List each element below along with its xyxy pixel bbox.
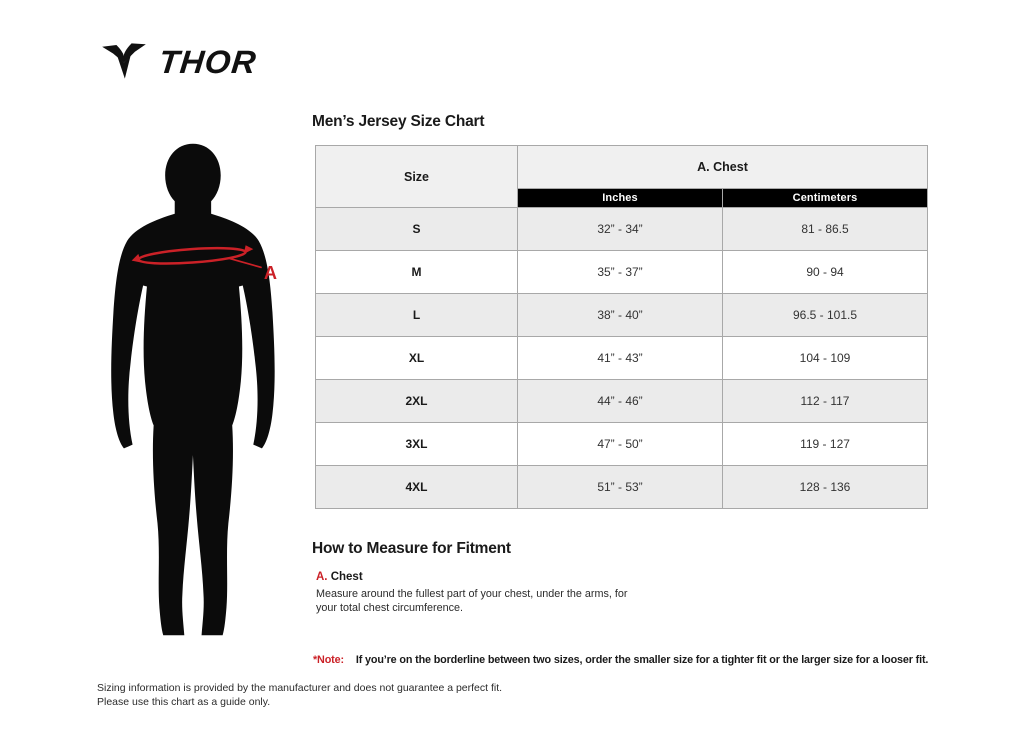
size-chart-table bbox=[315, 145, 928, 509]
male-silhouette bbox=[111, 144, 274, 636]
centimeters-cell: 128 - 136 bbox=[723, 466, 928, 509]
size-cell: XL bbox=[316, 337, 518, 380]
brand-logo-text: THOR bbox=[157, 42, 259, 80]
note-label: *Note: bbox=[313, 654, 344, 666]
centimeters-cell: 112 - 117 bbox=[723, 380, 928, 423]
size-cell: L bbox=[316, 294, 518, 337]
size-cell: S bbox=[316, 208, 518, 251]
footer-disclaimer bbox=[97, 681, 502, 709]
inches-cell: 38” - 40” bbox=[518, 294, 723, 337]
sizing-note bbox=[313, 654, 928, 666]
size-cell: M bbox=[316, 251, 518, 294]
footer-line-1: Sizing information is provided by the manufacturer and does not guarantee a perfect fit. bbox=[97, 682, 503, 694]
table-row bbox=[316, 466, 928, 509]
footer-line-2: Please use this chart as a guide only. bbox=[97, 696, 271, 709]
measure-label-name: Chest bbox=[330, 571, 363, 583]
size-cell: 4XL bbox=[316, 466, 518, 509]
thor-horns-icon bbox=[98, 40, 150, 82]
inches-cell: 32” - 34” bbox=[518, 208, 723, 251]
measure-label-letter: A. bbox=[316, 571, 328, 583]
col-header-chest: A. Chest bbox=[518, 146, 928, 189]
how-to-title: How to Measure for Fitment bbox=[312, 540, 511, 557]
col-header-size: Size bbox=[316, 146, 518, 208]
centimeters-cell: 96.5 - 101.5 bbox=[723, 294, 928, 337]
inches-cell: 51” - 53” bbox=[518, 466, 723, 509]
col-subheader-inches: Inches bbox=[518, 189, 723, 208]
chest-measure-label: A bbox=[263, 262, 277, 283]
note-text: If you’re on the borderline between two sizes, order the smaller size for a tighter fit or the larger size for a looser fit. bbox=[355, 654, 929, 666]
inches-cell: 47” - 50” bbox=[518, 423, 723, 466]
size-cell: 2XL bbox=[316, 380, 518, 423]
page-title: Men’s Jersey Size Chart bbox=[312, 113, 485, 130]
centimeters-cell: 81 - 86.5 bbox=[723, 208, 928, 251]
table-row bbox=[316, 380, 928, 423]
inches-cell: 35” - 37” bbox=[518, 251, 723, 294]
size-cell: 3XL bbox=[316, 423, 518, 466]
table-row bbox=[316, 294, 928, 337]
centimeters-cell: 119 - 127 bbox=[723, 423, 928, 466]
measure-label bbox=[316, 571, 363, 583]
table-row bbox=[316, 337, 928, 380]
inches-cell: 44” - 46” bbox=[518, 380, 723, 423]
body-measurement-figure bbox=[100, 138, 330, 641]
table-row bbox=[316, 208, 928, 251]
col-subheader-centimeters: Centimeters bbox=[723, 189, 928, 208]
table-row bbox=[316, 423, 928, 466]
centimeters-cell: 104 - 109 bbox=[723, 337, 928, 380]
inches-cell: 41” - 43” bbox=[518, 337, 723, 380]
table-row bbox=[316, 251, 928, 294]
brand-logo bbox=[98, 40, 257, 82]
measure-description: Measure around the fullest part of your chest, under the arms, for your total chest circumference. bbox=[316, 588, 628, 615]
centimeters-cell: 90 - 94 bbox=[723, 251, 928, 294]
